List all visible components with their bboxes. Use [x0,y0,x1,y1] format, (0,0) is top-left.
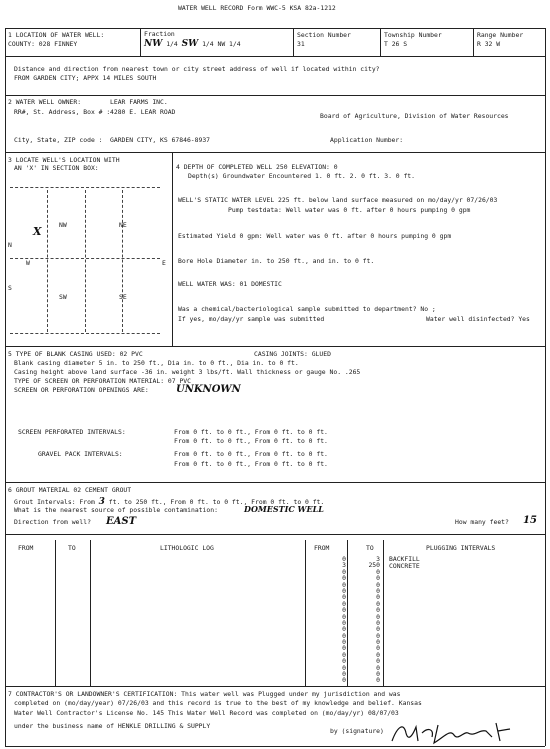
plug-to-value-13: 0 [376,631,380,640]
township-value: T 26 S [384,40,408,48]
plug-to-value-20: 0 [376,676,380,685]
city-label: City, State, ZIP code : [14,136,103,144]
openings-handwritten: UNKNOWN [176,384,241,395]
owner-label: 2 WATER WELL OWNER: [8,98,82,106]
locate-label-2: AN 'X' IN SECTION BOX: [14,164,99,172]
certification-line-4: under the business name of HENKLE DRILLING & SUPPLY [14,722,211,730]
log-header-to-2: TO [366,544,374,552]
application-label: Application Number: [330,136,404,144]
plug-from-value-11: 0 [342,618,346,627]
well-water-use: WELL WATER WAS: 01 DOMESTIC [178,280,282,288]
quadrant-sw: SW [59,293,67,301]
fraction-handwritten-sw: SW [181,39,199,49]
board-text: Board of Agriculture, Division of Water Resources [320,112,509,120]
plug-row-2-material: CONCRETE [389,562,420,570]
log-header-from-2: FROM [314,544,330,552]
disinfected-label: Water well disinfected? Yes [426,315,530,323]
plug-from-value-9: 0 [342,606,346,615]
plug-from-value-20: 0 [342,676,346,685]
screen-interval-row-1: From 0 ft. to 0 ft., From 0 ft. to 0 ft. [174,428,328,436]
plug-from-value-12: 0 [342,625,346,634]
section-label: Section Number [297,31,351,39]
plug-from-value-5: 0 [342,580,346,589]
gravel-interval-row-2: From 0 ft. to 0 ft., From 0 ft. to 0 ft. [174,460,328,468]
plug-to-value-5: 0 [376,580,380,589]
log-header-to: TO [68,544,76,552]
casing-type: 5 TYPE OF BLANK CASING USED: 02 PVC [8,350,143,358]
plug-from-value-19: 0 [342,670,346,679]
range-label: Range Number [477,31,524,39]
plug-from-value-17: 0 [342,657,346,666]
plug-to-column [350,556,380,684]
certification-line-1: 7 CONTRACTOR'S OR LANDOWNER'S CERTIFICATION: This water well was Plugged under my jurisdiction and was [8,690,401,698]
plug-from-value-3: 0 [342,567,346,576]
quadrant-ne: NE [119,221,127,229]
screen-interval-row-2: From 0 ft. to 0 ft., From 0 ft. to 0 ft. [174,437,328,445]
plug-from-value-15: 0 [342,644,346,653]
static-water-level: WELL'S STATIC WATER LEVEL 225 ft. below land surface measured on mo/day/yr 07/26/03 [178,196,498,204]
compass-n-tick: N [8,241,12,249]
contamination-source-handwritten: DOMESTIC WELL [244,504,324,514]
plug-from-value-2: 3 [342,561,346,570]
plug-row-1-material: BACKFILL [389,555,420,563]
depth-completed: 4 DEPTH OF COMPLETED WELL 250 ELEVATION: 0 [176,163,338,171]
plug-to-value-10: 0 [376,612,380,621]
plug-to-value-11: 0 [376,618,380,627]
owner-value: LEAR FARMS INC. [110,98,168,106]
casing-joints: CASING JOINTS: GLUED [254,350,331,358]
well-location-mark: X [33,225,42,238]
plug-to-value-12: 0 [376,625,380,634]
address-label: RR#, St. Address, Box # : [14,108,111,116]
location-label: 1 LOCATION OF WATER WELL: [8,31,105,39]
grout-intervals: Grout Intervals: From 3 ft. to 250 ft., From 0 ft. to 0 ft., From 0 ft. to 0 ft. [14,497,325,507]
plug-from-value-14: 0 [342,638,346,647]
plug-to-value-8: 0 [376,599,380,608]
township-label: Township Number [384,31,442,39]
fraction-value: NW 1/4 SW 1/4 NW 1/4 [144,39,241,49]
plug-to-value-17: 0 [376,657,380,666]
form-title: WATER WELL RECORD Form WWC-5 KSA 82a-1212 [178,4,336,12]
plug-from-value-8: 0 [342,599,346,608]
plug-to-value-3: 0 [376,567,380,576]
fraction-label: Fraction [144,30,175,38]
plug-to-value-9: 0 [376,606,380,615]
gravel-intervals-label: GRAVEL PACK INTERVALS: [38,450,123,458]
plug-to-value-1: 3 [376,555,380,563]
groundwater-depths: Depth(s) Groundwater Encountered 1. 0 ft. 2. 0 ft. 3. 0 ft. [188,172,416,180]
grout-from-handwritten: 3 [98,497,105,507]
plug-from-value-13: 0 [342,631,346,640]
compass-e: E [162,259,166,267]
plug-to-value-19: 0 [376,670,380,679]
screen-intervals-label: SCREEN PERFORATED INTERVALS: [18,428,126,436]
plug-from-value-10: 0 [342,612,346,621]
section-value: 31 [297,40,305,48]
fraction-handwritten-nw: NW [144,39,163,49]
plug-from-value-16: 0 [342,650,346,659]
plug-to-value-7: 0 [376,593,380,602]
casing-diameter-line: Blank casing diameter 5 in. to 250 ft., Dia in. to 0 ft., Dia in. to 0 ft. [14,359,299,367]
plug-from-value-18: 0 [342,663,346,672]
log-header-plugging: PLUGGING INTERVALS [426,544,496,552]
how-many-feet-label: How many feet? [455,518,509,526]
plug-from-value-4: 0 [342,574,346,583]
grout-material: 6 GROUT MATERIAL 02 CEMENT GROUT [8,486,132,494]
pump-test-data: Pump testdata: Well water was 0 ft. after 0 hours pumping 0 gpm [228,206,471,214]
signature-label: by (signature) [330,727,384,735]
plug-to-value-14: 0 [376,638,380,647]
plug-to-value-2: 250 [368,561,380,570]
chemical-sample-question: Was a chemical/bacteriological sample submitted to department? No ; [178,305,436,313]
bore-hole-diameter: Bore Hole Diameter in. to 250 ft., and in. to 0 ft. [178,257,375,265]
plug-to-value-6: 0 [376,586,380,595]
certification-line-2: completed on (mo/day/year) 07/26/03 and this record is true to the best of my knowledge and belief. Kansas [14,699,422,707]
quadrant-nw: NW [59,221,67,229]
sample-date-label: If yes, mo/day/yr sample was submitted [178,315,325,323]
plug-from-column [316,556,346,684]
county-value: COUNTY: 028 FINNEY [8,40,78,48]
log-header-from: FROM [18,544,34,552]
plug-from-value-7: 0 [342,593,346,602]
certification-line-3: Water Well Contractor's License No. 145 This Water Well Record was completed on (mo/day/yr) 08/07/03 [14,709,399,717]
screen-material: TYPE OF SCREEN OR PERFORATION MATERIAL: 07 PVC [14,377,191,385]
log-header-lithologic: LITHOLOGIC LOG [160,544,214,552]
contamination-source-label: What is the nearest source of possible contamination: [14,506,218,514]
how-many-feet-handwritten: 15 [523,515,537,526]
compass-w: W [26,259,30,267]
city-value: GARDEN CITY, KS 67846-8937 [110,136,211,144]
distance-label: Distance and direction from nearest town or city street address of well if located within city? [14,65,380,73]
openings-label: SCREEN OR PERFORATION OPENINGS ARE: [14,386,149,394]
compass-s-tick: S [8,284,12,292]
plug-to-value-18: 0 [376,663,380,672]
casing-height-line: Casing height above land surface -36 in. weight 3 lbs/ft. Wall thickness or gauge No. .265 [14,368,361,376]
plug-to-value-15: 0 [376,644,380,653]
plug-from-value-1: 0 [342,555,346,563]
plug-to-value-16: 0 [376,650,380,659]
estimated-yield: Estimated Yield 0 gpm: Well water was 0 ft. after 0 hours pumping 0 gpm [178,232,452,240]
plug-from-value-6: 0 [342,586,346,595]
gravel-interval-row-1: From 0 ft. to 0 ft., From 0 ft. to 0 ft. [174,450,328,458]
distance-value: FROM GARDEN CITY; APPX 14 MILES SOUTH [14,74,157,82]
contractor-signature [388,719,518,745]
direction-handwritten: EAST [106,516,137,527]
quadrant-se: SE [119,293,127,301]
address-value: 4280 E. LEAR ROAD [110,108,176,116]
plug-to-value-4: 0 [376,574,380,583]
locate-label-1: 3 LOCATE WELL'S LOCATION WITH [8,156,120,164]
direction-label: Direction from well? [14,518,91,526]
range-value: R 32 W [477,40,501,48]
